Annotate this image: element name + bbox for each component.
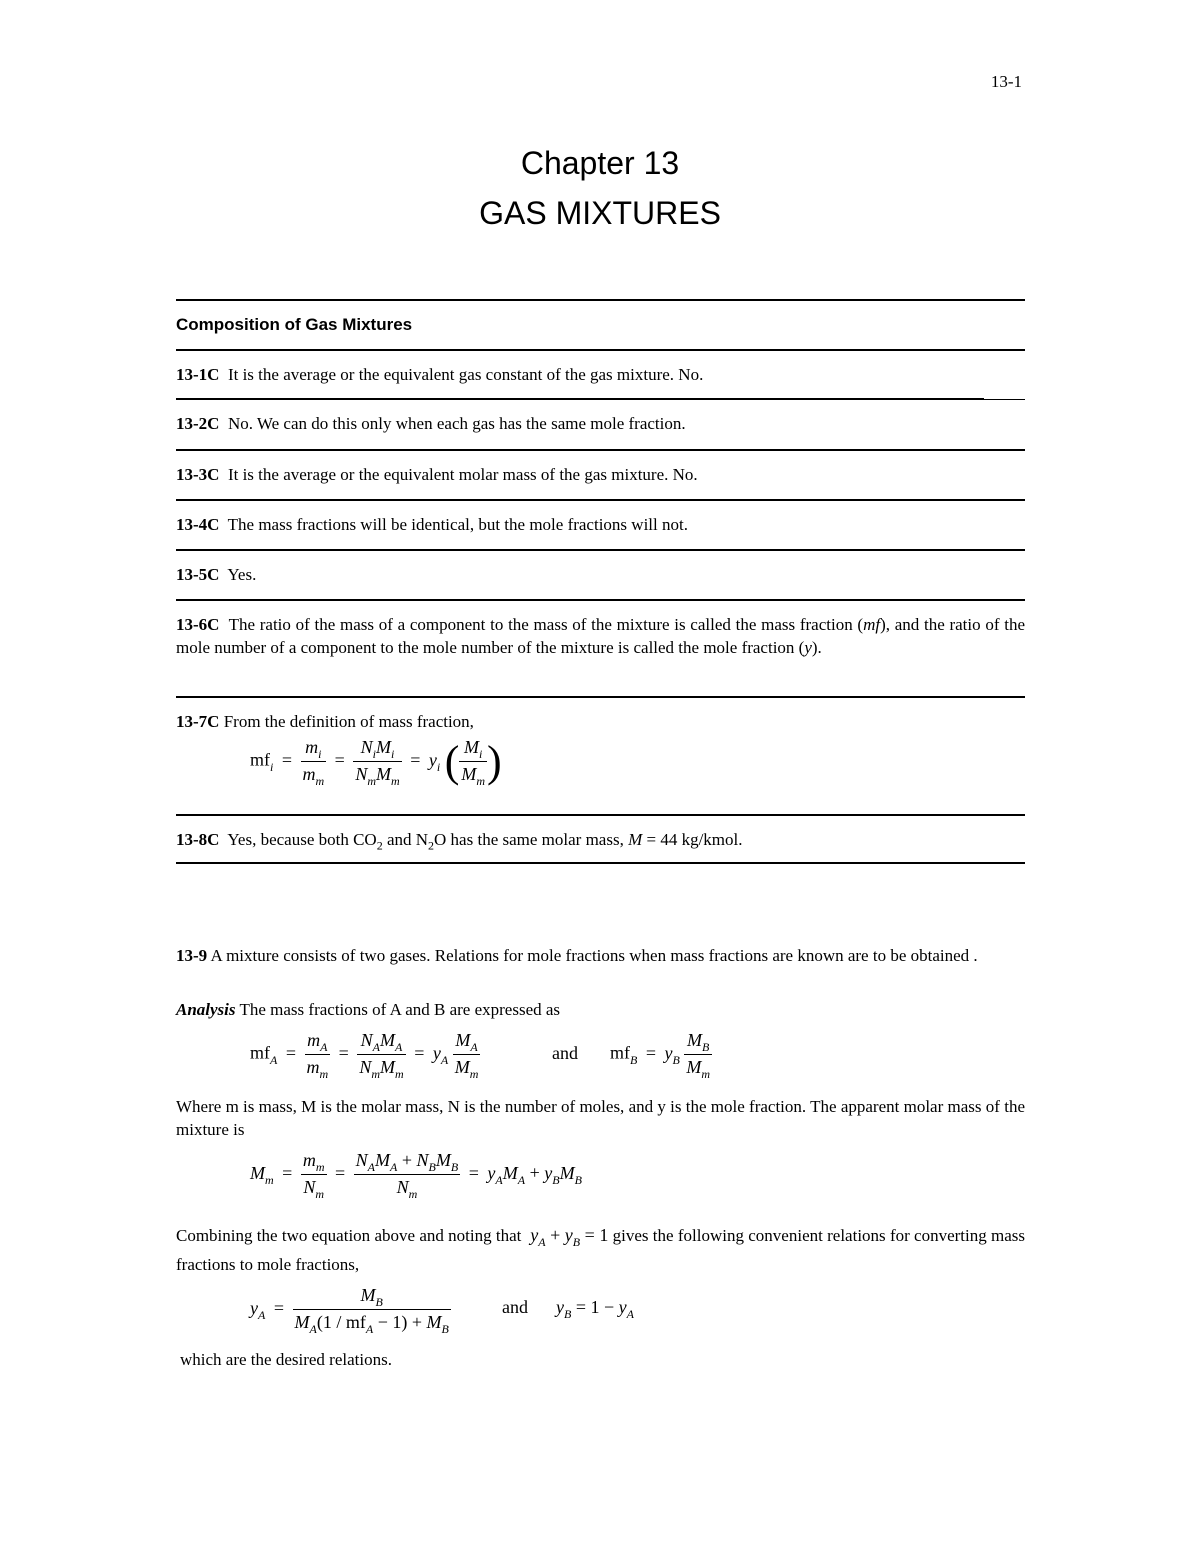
divider <box>176 299 1025 301</box>
equation-mass-fraction: $mf_i$ = $\frac{m_i}{m_m}$ = $\frac{N_iM_i}{N_mM_m}$ = $y_i$ ( $\frac{M_i}{M_m}$ ) <box>250 737 502 788</box>
combining-text-part: Combining the two equation above and noting that <box>176 1226 522 1245</box>
divider <box>176 449 1025 451</box>
answer-13-5c <box>176 563 1025 586</box>
analysis-label: Analysis <box>176 1000 236 1019</box>
combining-text-part: gives the following convenient relations for converting mass fractions to mole fractions, <box>176 1226 1026 1274</box>
divider <box>176 696 1025 698</box>
chapter-title: GAS MIXTURES <box>479 195 721 231</box>
answer-13-1c <box>176 363 1025 386</box>
answer-text: = 44 kg/kmol. <box>642 830 743 849</box>
answer-13-4c <box>176 513 1025 536</box>
divider <box>176 549 1025 551</box>
divider <box>176 499 1025 501</box>
equation-mole-fraction-a: $y_A$ = $\frac{M_B}{M_A(1 / mf_A - 1) + M_B}$ <box>250 1285 449 1336</box>
section-title: Composition of Gas Mixtures <box>176 315 413 334</box>
answer-text: No. We can do this only when each gas has the same mole fraction. <box>227 414 686 433</box>
problem-13-9-intro <box>176 944 1025 967</box>
answer-text: ). <box>811 638 822 657</box>
answer-13-2c <box>176 412 1025 435</box>
divider <box>176 398 984 400</box>
equation-sum: $y_A + y_B = 1$ <box>530 1225 609 1249</box>
subscript: 2 <box>376 838 383 853</box>
answer-13-7c <box>176 710 1025 733</box>
answer-13-8c <box>176 828 1025 857</box>
problem-text: A mixture consists of two gases. Relations for mole fractions when mass fractions are known are to be obtained . <box>210 946 978 965</box>
question-number: 13-4C <box>176 515 220 534</box>
chapter-heading: Chapter 13 <box>520 145 680 181</box>
equation-mass-fraction-a: $mf_A$ = $\frac{m_A}{m_m}$ = $\frac{N_AM_A}{N_mM_m}$ = $y_A$ $\frac{M_A}{M_m}$ <box>250 1030 479 1081</box>
question-number: 13-6C <box>176 615 220 634</box>
question-number: 13-1C <box>176 365 220 384</box>
answer-text: It is the average or the equivalent molar mass of the gas mixture. No. <box>227 465 698 484</box>
divider <box>176 862 1025 864</box>
divider <box>984 399 1025 400</box>
closing-text: which are the desired relations. <box>180 1350 392 1369</box>
symbol-mf: mf <box>863 615 881 634</box>
answer-text: and N <box>382 830 429 849</box>
answer-text: The mass fractions will be identical, but the mole fractions will not. <box>227 515 688 534</box>
question-number: 13-8C <box>176 830 220 849</box>
divider <box>176 814 1025 816</box>
answer-text: It is the average or the equivalent gas constant of the gas mixture. No. <box>227 365 704 384</box>
question-number: 13-7C <box>176 712 220 731</box>
equation-apparent-molar-mass: $M_m$ = $\frac{m_m}{N_m}$ = $\frac{N_AM_A + N_BM_B}{N_m}$ = $y_AM_A + y_BM_B$ <box>250 1150 582 1201</box>
divider <box>176 349 1025 351</box>
where-text: Where m is mass, M is the molar mass, N is the number of moles, and y is the mole fraction. The apparent molar mass of the mixture is <box>176 1097 1025 1139</box>
answer-13-6c <box>176 613 1025 659</box>
answer-text: ), and the ratio of the mole number of a component to the mole number of the mixture is called the mole fraction ( <box>176 615 1025 657</box>
answer-text: The ratio of the mass of a component to the mass of the mixture is called the mass fraction ( <box>228 615 864 634</box>
and-label: and <box>552 1043 578 1063</box>
symbol-y: y <box>804 638 812 657</box>
and-label: and <box>502 1297 528 1317</box>
equation-mass-fraction-b: $mf_B = y_B$ $\frac{M_B}{M_m}$ <box>610 1030 711 1081</box>
analysis-text: The mass fractions of A and B are expressed as <box>239 1000 561 1019</box>
question-number: 13-5C <box>176 565 220 584</box>
equation-mole-fraction-b: $y_B = 1 - y_A$ <box>556 1297 634 1321</box>
analysis-line <box>176 998 1025 1021</box>
divider <box>176 599 1025 601</box>
symbol-m: M <box>628 830 643 849</box>
answer-text: Yes. <box>227 565 257 584</box>
combining-text <box>176 1221 1025 1279</box>
answer-13-3c <box>176 463 1025 486</box>
question-number: 13-3C <box>176 465 220 484</box>
answer-text: Yes, because both CO <box>227 830 377 849</box>
page-number: 13-1 <box>990 72 1022 91</box>
answer-text: From the definition of mass fraction, <box>223 712 474 731</box>
answer-text: O has the same molar mass, <box>434 830 629 849</box>
question-number: 13-2C <box>176 414 220 433</box>
subscript: 2 <box>428 838 435 853</box>
question-number: 13-9 <box>176 946 208 965</box>
